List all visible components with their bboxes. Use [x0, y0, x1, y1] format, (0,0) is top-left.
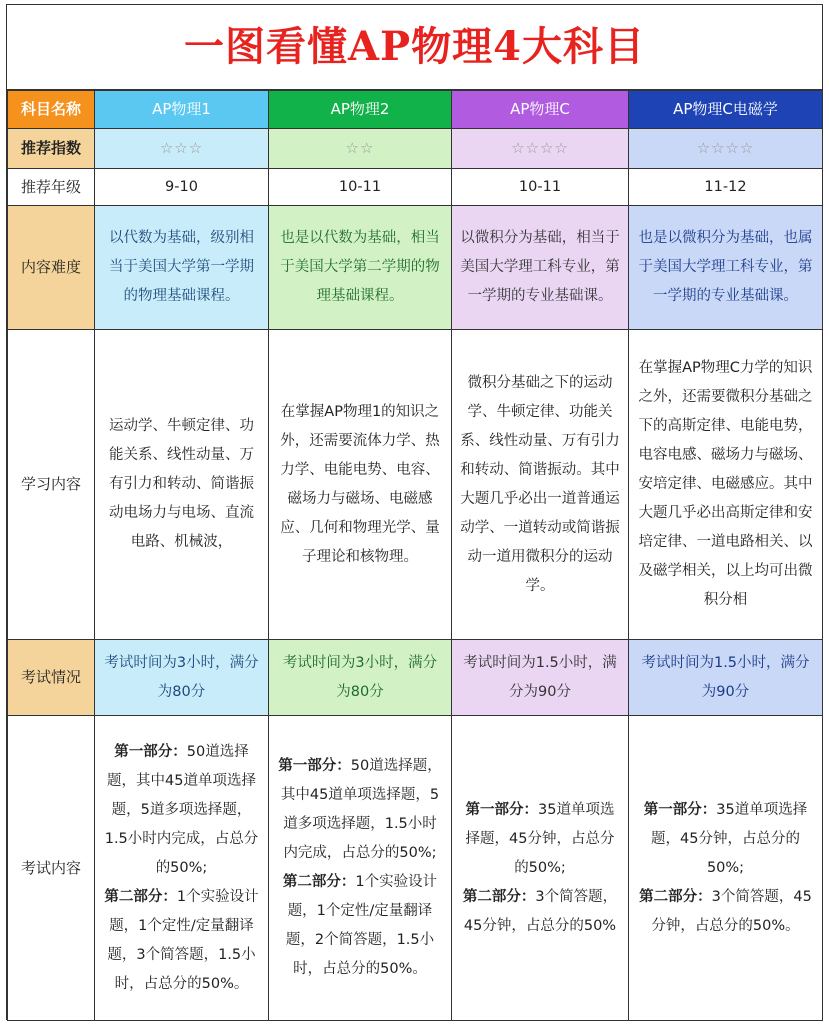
grade-value: 11-12 [629, 169, 823, 206]
part2-text: 3个简答题，45分钟，占总分的50%。 [651, 888, 812, 934]
subject-name: AP物理C [452, 91, 629, 129]
exam-info-row [8, 640, 823, 716]
exam-content-cell [95, 716, 269, 1021]
part2-label: 第二部分： [104, 888, 177, 905]
part1-label: 第一部分： [278, 758, 351, 774]
part1-label: 第一部分： [465, 801, 539, 818]
label-grade: 推荐年级 [8, 169, 95, 206]
part1-label: 第一部分： [114, 743, 187, 760]
exam-content-cell [452, 716, 629, 1021]
part2-label: 第二部分： [639, 888, 712, 905]
exam-content-cell [629, 716, 823, 1021]
part2-text: 3个简答题，45分钟，占总分的50% [463, 888, 618, 934]
exam-info-text: 考试时间为1.5小时，满分为90分 [629, 640, 823, 716]
exam-info-text: 考试时间为3小时，满分为80分 [269, 640, 452, 716]
part1-text: 35道单项选择题，45分钟，占总分的50%; [651, 801, 808, 876]
exam-info-text: 考试时间为1.5小时，满分为90分 [452, 640, 629, 716]
rating-stars: ☆☆☆☆ [629, 129, 823, 169]
part2-label: 第二部分： [462, 888, 536, 905]
label-subject: 科目名称 [8, 91, 95, 129]
grade-value: 10-11 [269, 169, 452, 206]
comparison-table [7, 90, 823, 1021]
label-exam-content: 考试内容 [8, 716, 95, 1021]
part1-text: 50道选择题，其中45道单项选择题，5道多项选择题，1.5小时内完成，占总分的50%; [104, 743, 259, 876]
infographic-frame [6, 4, 823, 1020]
content-text: 在掌握AP物理C力学的知识之外，还需要微积分基础之下的高斯定律、电能电势，电容电感、磁场力与磁场、安培定律、电磁感应。其中大题几乎必出高斯定律和安培定律、一道电路相关、以及磁学相关，以上均可出微积分相 [629, 330, 823, 640]
label-difficulty: 内容难度 [8, 206, 95, 330]
part2-label: 第二部分： [282, 874, 356, 890]
rating-stars: ☆☆ [269, 129, 452, 169]
subject-name: AP物理1 [95, 91, 269, 129]
part1-label: 第一部分： [643, 801, 717, 818]
label-rating: 推荐指数 [8, 129, 95, 169]
subject-name: AP物理2 [269, 91, 452, 129]
header-row [8, 91, 823, 129]
content-text: 微积分基础之下的运动学、牛顿定律、功能关系、线性动量、万有引力和转动、简谐振动。其中大题几乎必出一道普通运动学、一道转动或简谐振动一道用微积分的运动学。 [452, 330, 629, 640]
grade-value: 9-10 [95, 169, 269, 206]
part2-text: 1个实验设计题，1个定性/定量翻译题，3个简答题，1.5小时，占总分的50%。 [107, 888, 259, 992]
part2-text: 1个实验设计题，1个定性/定量翻译题，2个简答题，1.5小时，占总分的50%。 [285, 874, 438, 977]
difficulty-text: 以代数为基础，级别相当于美国大学第一学期的物理基础课程。 [95, 206, 269, 330]
rating-row [8, 129, 823, 169]
part1-text: 50道选择题，其中45道单项选择题，5道多项选择题，1.5小时内完成，占总分的50%; [280, 758, 442, 861]
label-exam-info: 考试情况 [8, 640, 95, 716]
difficulty-row [8, 206, 823, 330]
rating-stars: ☆☆☆ [95, 129, 269, 169]
difficulty-text: 也是以代数为基础，相当于美国大学第二学期的物理基础课程。 [269, 206, 452, 330]
exam-content-row [8, 716, 823, 1021]
subject-name: AP物理C电磁学 [629, 91, 823, 129]
difficulty-text: 也是以微积分为基础，也属于美国大学理工科专业，第一学期的专业基础课。 [629, 206, 823, 330]
part1-text: 35道单项选择题，45分钟，占总分的50%; [465, 801, 615, 876]
difficulty-text: 以微积分为基础，相当于美国大学理工科专业，第一学期的专业基础课。 [452, 206, 629, 330]
content-text: 在掌握AP物理1的知识之外，还需要流体力学、热力学、电能电势、电容、磁场力与磁场、电磁感应、几何和物理光学、量子理论和核物理。 [269, 330, 452, 640]
page-title: 一图看懂AP物理4大科目 [7, 5, 822, 90]
exam-content-cell [269, 716, 452, 1021]
content-text: 运动学、牛顿定律、功能关系、线性动量、万有引力和转动、简谐振动电场力与电场、直流电路、机械波， [95, 330, 269, 640]
rating-stars: ☆☆☆☆ [452, 129, 629, 169]
exam-info-text: 考试时间为3小时，满分为80分 [95, 640, 269, 716]
grade-value: 10-11 [452, 169, 629, 206]
label-content: 学习内容 [8, 330, 95, 640]
grade-row [8, 169, 823, 206]
content-row [8, 330, 823, 640]
